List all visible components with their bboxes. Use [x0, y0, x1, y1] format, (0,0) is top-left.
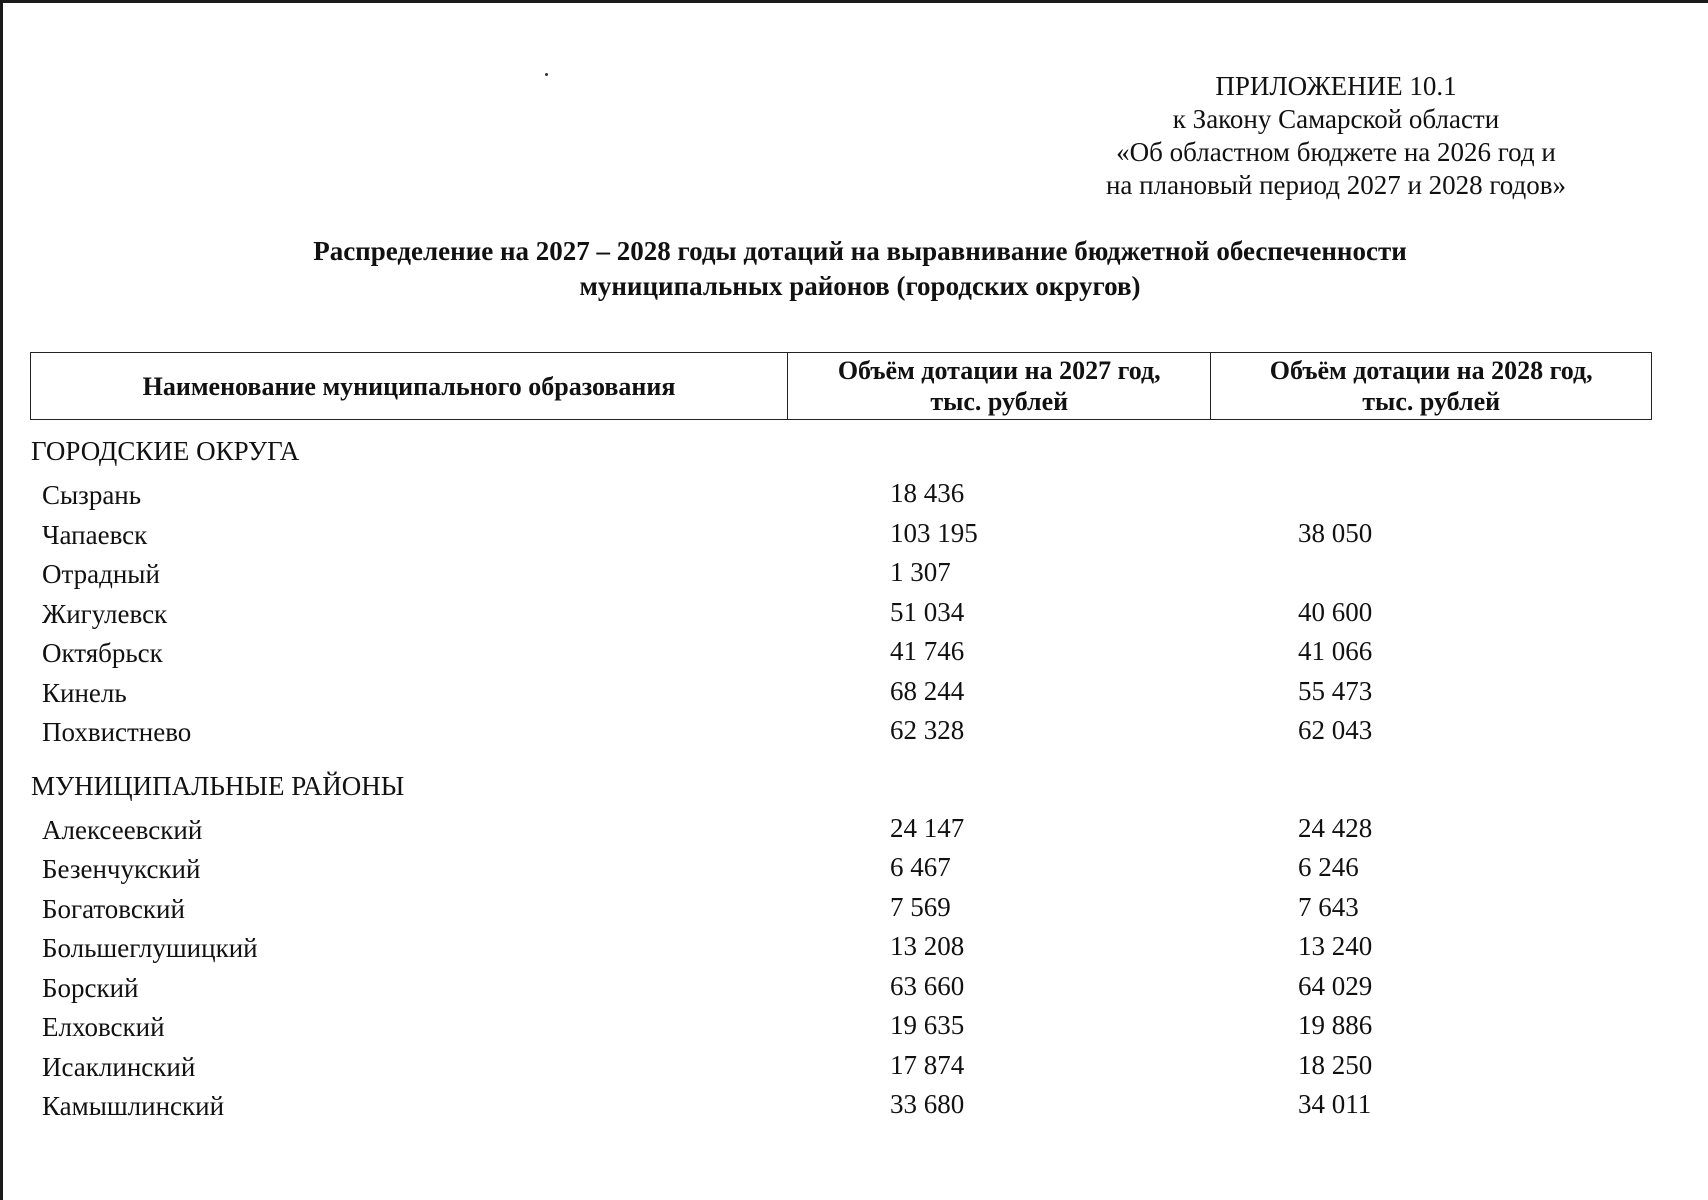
table-header [30, 352, 1652, 420]
municipality-name: Октябрьск [42, 638, 163, 668]
municipality-name: Жигулевск [42, 598, 168, 629]
subsidy-2027-value: 103 195 [890, 517, 978, 548]
subsidy-2028-value: 13 240 [1298, 931, 1373, 961]
municipality-name: Алексеевский [42, 814, 203, 845]
table-row [30, 888, 1652, 928]
section-heading-municipal-districts: МУНИЦИПАЛЬНЫЕ РАЙОНЫ [31, 770, 405, 801]
appendix-number: ПРИЛОЖЕНИЕ 10.1 [1215, 71, 1457, 101]
table-row [30, 553, 1652, 593]
subsidy-2027-value: 17 874 [890, 1049, 965, 1080]
subsidy-2028-value: 34 011 [1298, 1089, 1372, 1119]
table-row [30, 927, 1652, 967]
subsidy-2027-value: 19 635 [890, 1010, 965, 1040]
municipality-name: Большеглушицкий [42, 933, 258, 963]
header-municipality-name [31, 353, 788, 420]
table-row [30, 593, 1652, 633]
municipality-name: Чапаевск [42, 519, 148, 550]
subsidy-2027-value: 13 208 [890, 931, 965, 961]
subsidy-2027-value: 6 467 [890, 852, 951, 882]
subsidy-2028-value: 19 886 [1298, 1010, 1373, 1040]
section-spacer [30, 751, 1652, 763]
table-row [30, 848, 1652, 888]
municipality-name: Безенчукский [42, 854, 201, 884]
table-row [30, 514, 1652, 554]
appendix-law-title: «Об областном бюджете на 2026 год и [1116, 137, 1556, 167]
header-subsidy-2027-line-2: тыс. рублей [930, 387, 1069, 416]
appendix-law-period: на плановый период 2027 и 2028 годов» [1105, 170, 1567, 200]
subsidy-2027-value: 18 436 [890, 478, 965, 508]
table-row [30, 1085, 1652, 1125]
municipality-name: Похвистнево [42, 717, 192, 747]
header-subsidy-2028 [1211, 353, 1652, 420]
subsidy-2027-value: 51 034 [890, 596, 965, 627]
subsidy-2027-value: 1 307 [890, 557, 951, 587]
table-row [30, 474, 1652, 514]
municipality-name: Елховский [42, 1012, 165, 1042]
table-body [30, 428, 1652, 1125]
appendix-header [1056, 70, 1616, 202]
header-municipality-name-text: Наименование муниципального образования [142, 371, 676, 401]
table-row [30, 711, 1652, 751]
section-heading-city-districts: ГОРОДСКИЕ ОКРУГА [31, 436, 300, 466]
subsidy-2027-value: 68 244 [890, 675, 965, 706]
header-subsidy-2028-line-2: тыс. рублей [1362, 387, 1501, 416]
table-row [30, 1046, 1652, 1086]
subsidy-2027-value: 24 147 [890, 812, 965, 843]
table-row [30, 672, 1652, 712]
municipality-name: Сызрань [42, 480, 142, 510]
subsidy-2028-value: 41 066 [1298, 636, 1373, 666]
document-title [230, 234, 1490, 304]
table-row [30, 632, 1652, 672]
subsidy-2028-value: 24 428 [1298, 812, 1373, 843]
header-subsidy-2027 [788, 353, 1211, 420]
subsidy-2028-value: 18 250 [1298, 1049, 1373, 1080]
subsidy-2027-value: 7 569 [890, 891, 951, 922]
subsidy-2027-value: 41 746 [890, 636, 965, 666]
subsidy-2027-value: 33 680 [890, 1089, 965, 1119]
subsidy-2027-value: 63 660 [890, 970, 965, 1001]
subsidy-2027-value: 62 328 [890, 715, 965, 745]
municipality-name: Камышлинский [42, 1091, 225, 1121]
table-row [30, 1006, 1652, 1046]
appendix-law-reference: к Закону Самарской области [1172, 104, 1500, 134]
subsidy-2028-value: 38 050 [1298, 517, 1373, 548]
subsidy-2028-value: 55 473 [1298, 675, 1373, 706]
subsidy-2028-value: 40 600 [1298, 596, 1373, 627]
subsidy-2028-value: 64 029 [1298, 970, 1373, 1001]
subsidy-2028-value: 6 246 [1298, 852, 1359, 882]
municipality-name: Богатовский [42, 893, 185, 924]
document-title-line-1: Распределение на 2027 – 2028 годы дотаций на выравнивание бюджетной обеспеченности [313, 236, 1407, 266]
document-title-line-2: муниципальных районов (городских округов) [579, 271, 1141, 301]
subsidy-2028-value: 62 043 [1298, 715, 1373, 745]
header-subsidy-2027-line-1: Объём дотации на 2027 год, [837, 356, 1161, 385]
municipality-name: Борский [42, 972, 139, 1003]
municipality-name: Исаклинский [42, 1051, 196, 1082]
table-header-row [31, 353, 1652, 420]
municipality-name: Отрадный [42, 559, 160, 589]
scan-speck [545, 73, 548, 76]
header-subsidy-2028-line-1: Объём дотации на 2028 год, [1269, 356, 1593, 385]
table-row [30, 809, 1652, 849]
subsidy-2028-value: 7 643 [1298, 891, 1359, 922]
municipality-name: Кинель [42, 677, 127, 708]
table-row [30, 967, 1652, 1007]
